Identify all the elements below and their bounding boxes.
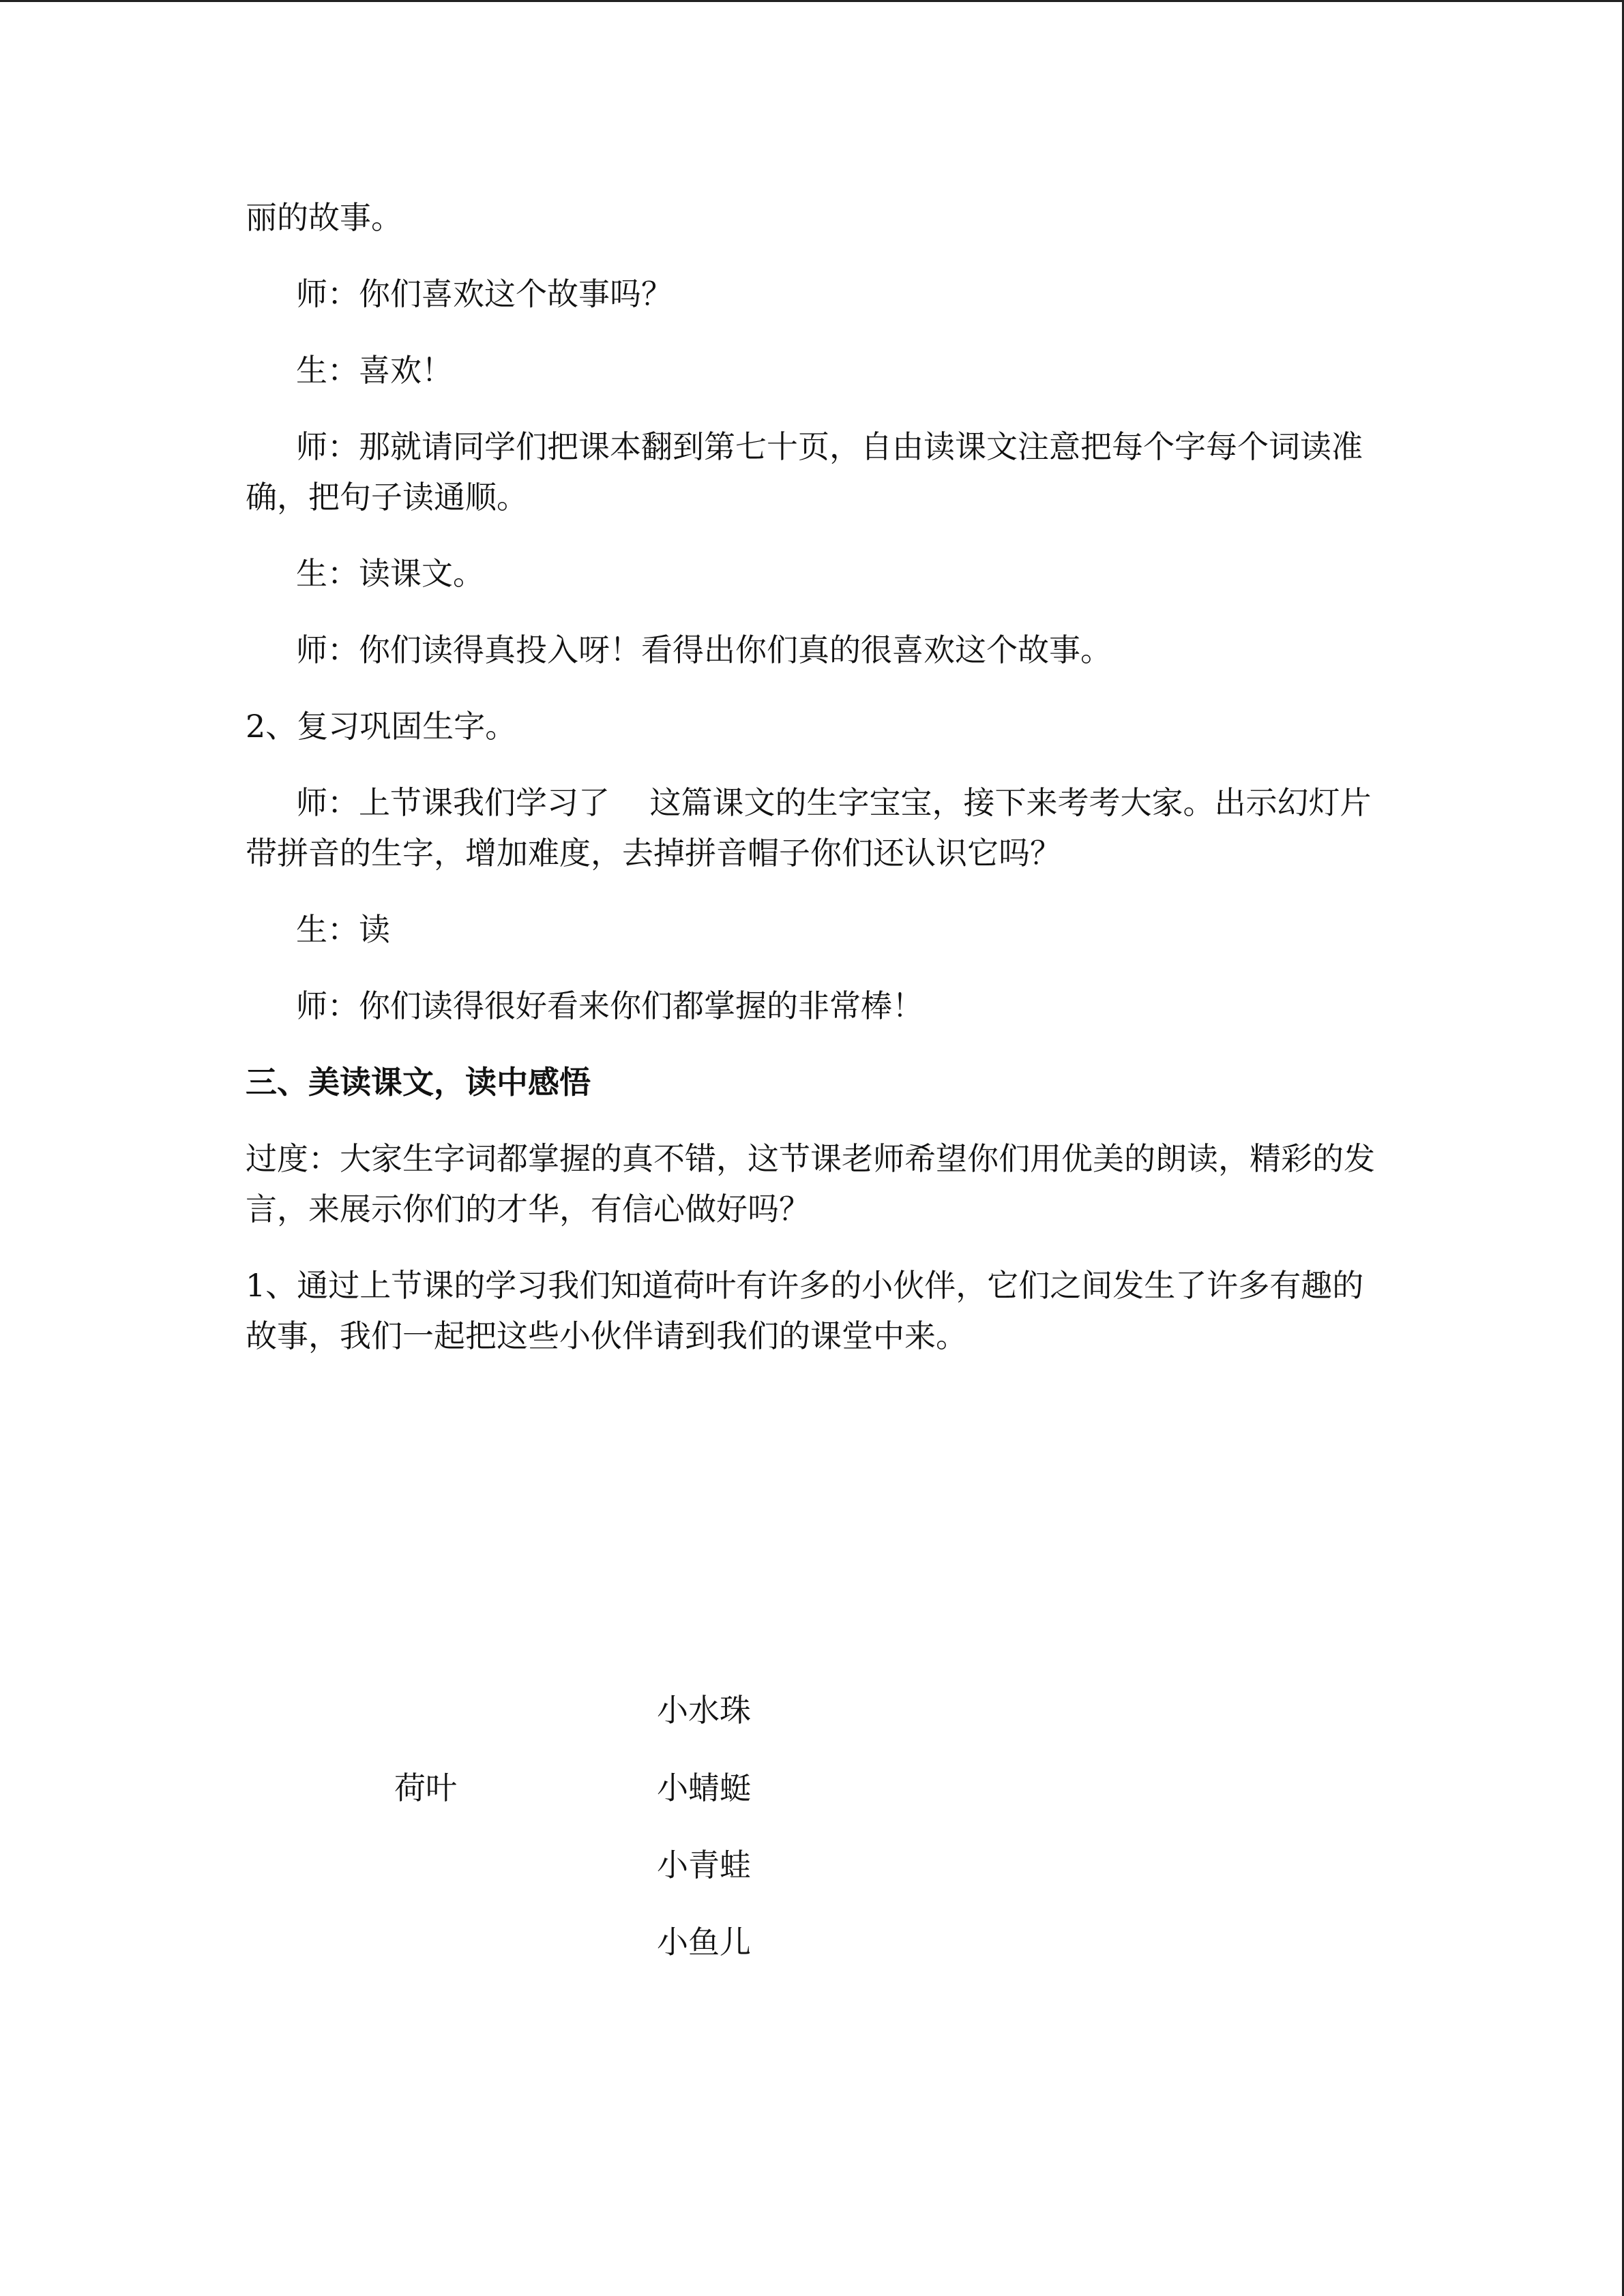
paragraph-7: 2、复习巩固生字。	[246, 708, 517, 745]
diagram-partner-label: 小青蛙	[657, 1847, 751, 1883]
paragraph-12: 1、通过上节课的学习我们知道荷叶有许多的小伙伴，它们之间发生了许多有趣的故事，我们一起把这些小伙伴请到我们的课堂中来。	[246, 1267, 1364, 1354]
paragraph-10: 师：你们读得很好看来你们都掌握的非常棒！	[296, 987, 924, 1024]
section-heading: 三、美读课文，读中感悟	[246, 1064, 591, 1101]
paragraph-1: 丽的故事。	[246, 199, 402, 236]
page-top-border	[0, 0, 1624, 2]
paragraph-6: 师：你们读得真投入呀！看得出你们真的很喜欢这个故事。	[296, 631, 1112, 668]
paragraph-8: 师：上节课我们学习了 这篇课文的生字宝宝，接下来考考大家。出示幻灯片带拼音的生字，增加难度，去掉拼音帽子你们还认识它吗？	[246, 784, 1372, 871]
paragraph-3: 生：喜欢！	[296, 352, 453, 389]
diagram-partner-label: 小鱼儿	[657, 1924, 751, 1960]
paragraph-9: 生：读	[296, 911, 390, 948]
paragraph-4: 师：那就请同学们把课本翻到第七十页，自由读课文注意把每个字每个词读准确，把句子读通顺。	[246, 428, 1363, 516]
paragraph-5: 生：读课文。	[296, 555, 484, 592]
diagram-partner-label: 小水珠	[657, 1692, 751, 1729]
diagram-partner-label: 小蜻蜓	[657, 1770, 751, 1806]
paragraph-11: 过度：大家生字词都掌握的真不错，这节课老师希望你们用优美的朗读，精彩的发言，来展示你们的才华，有信心做好吗？	[246, 1140, 1375, 1227]
document-page	[246, 192, 1378, 1387]
paragraph-2: 师：你们喜欢这个故事吗？	[296, 275, 673, 312]
diagram-center-label: 荷叶	[394, 1770, 457, 1806]
